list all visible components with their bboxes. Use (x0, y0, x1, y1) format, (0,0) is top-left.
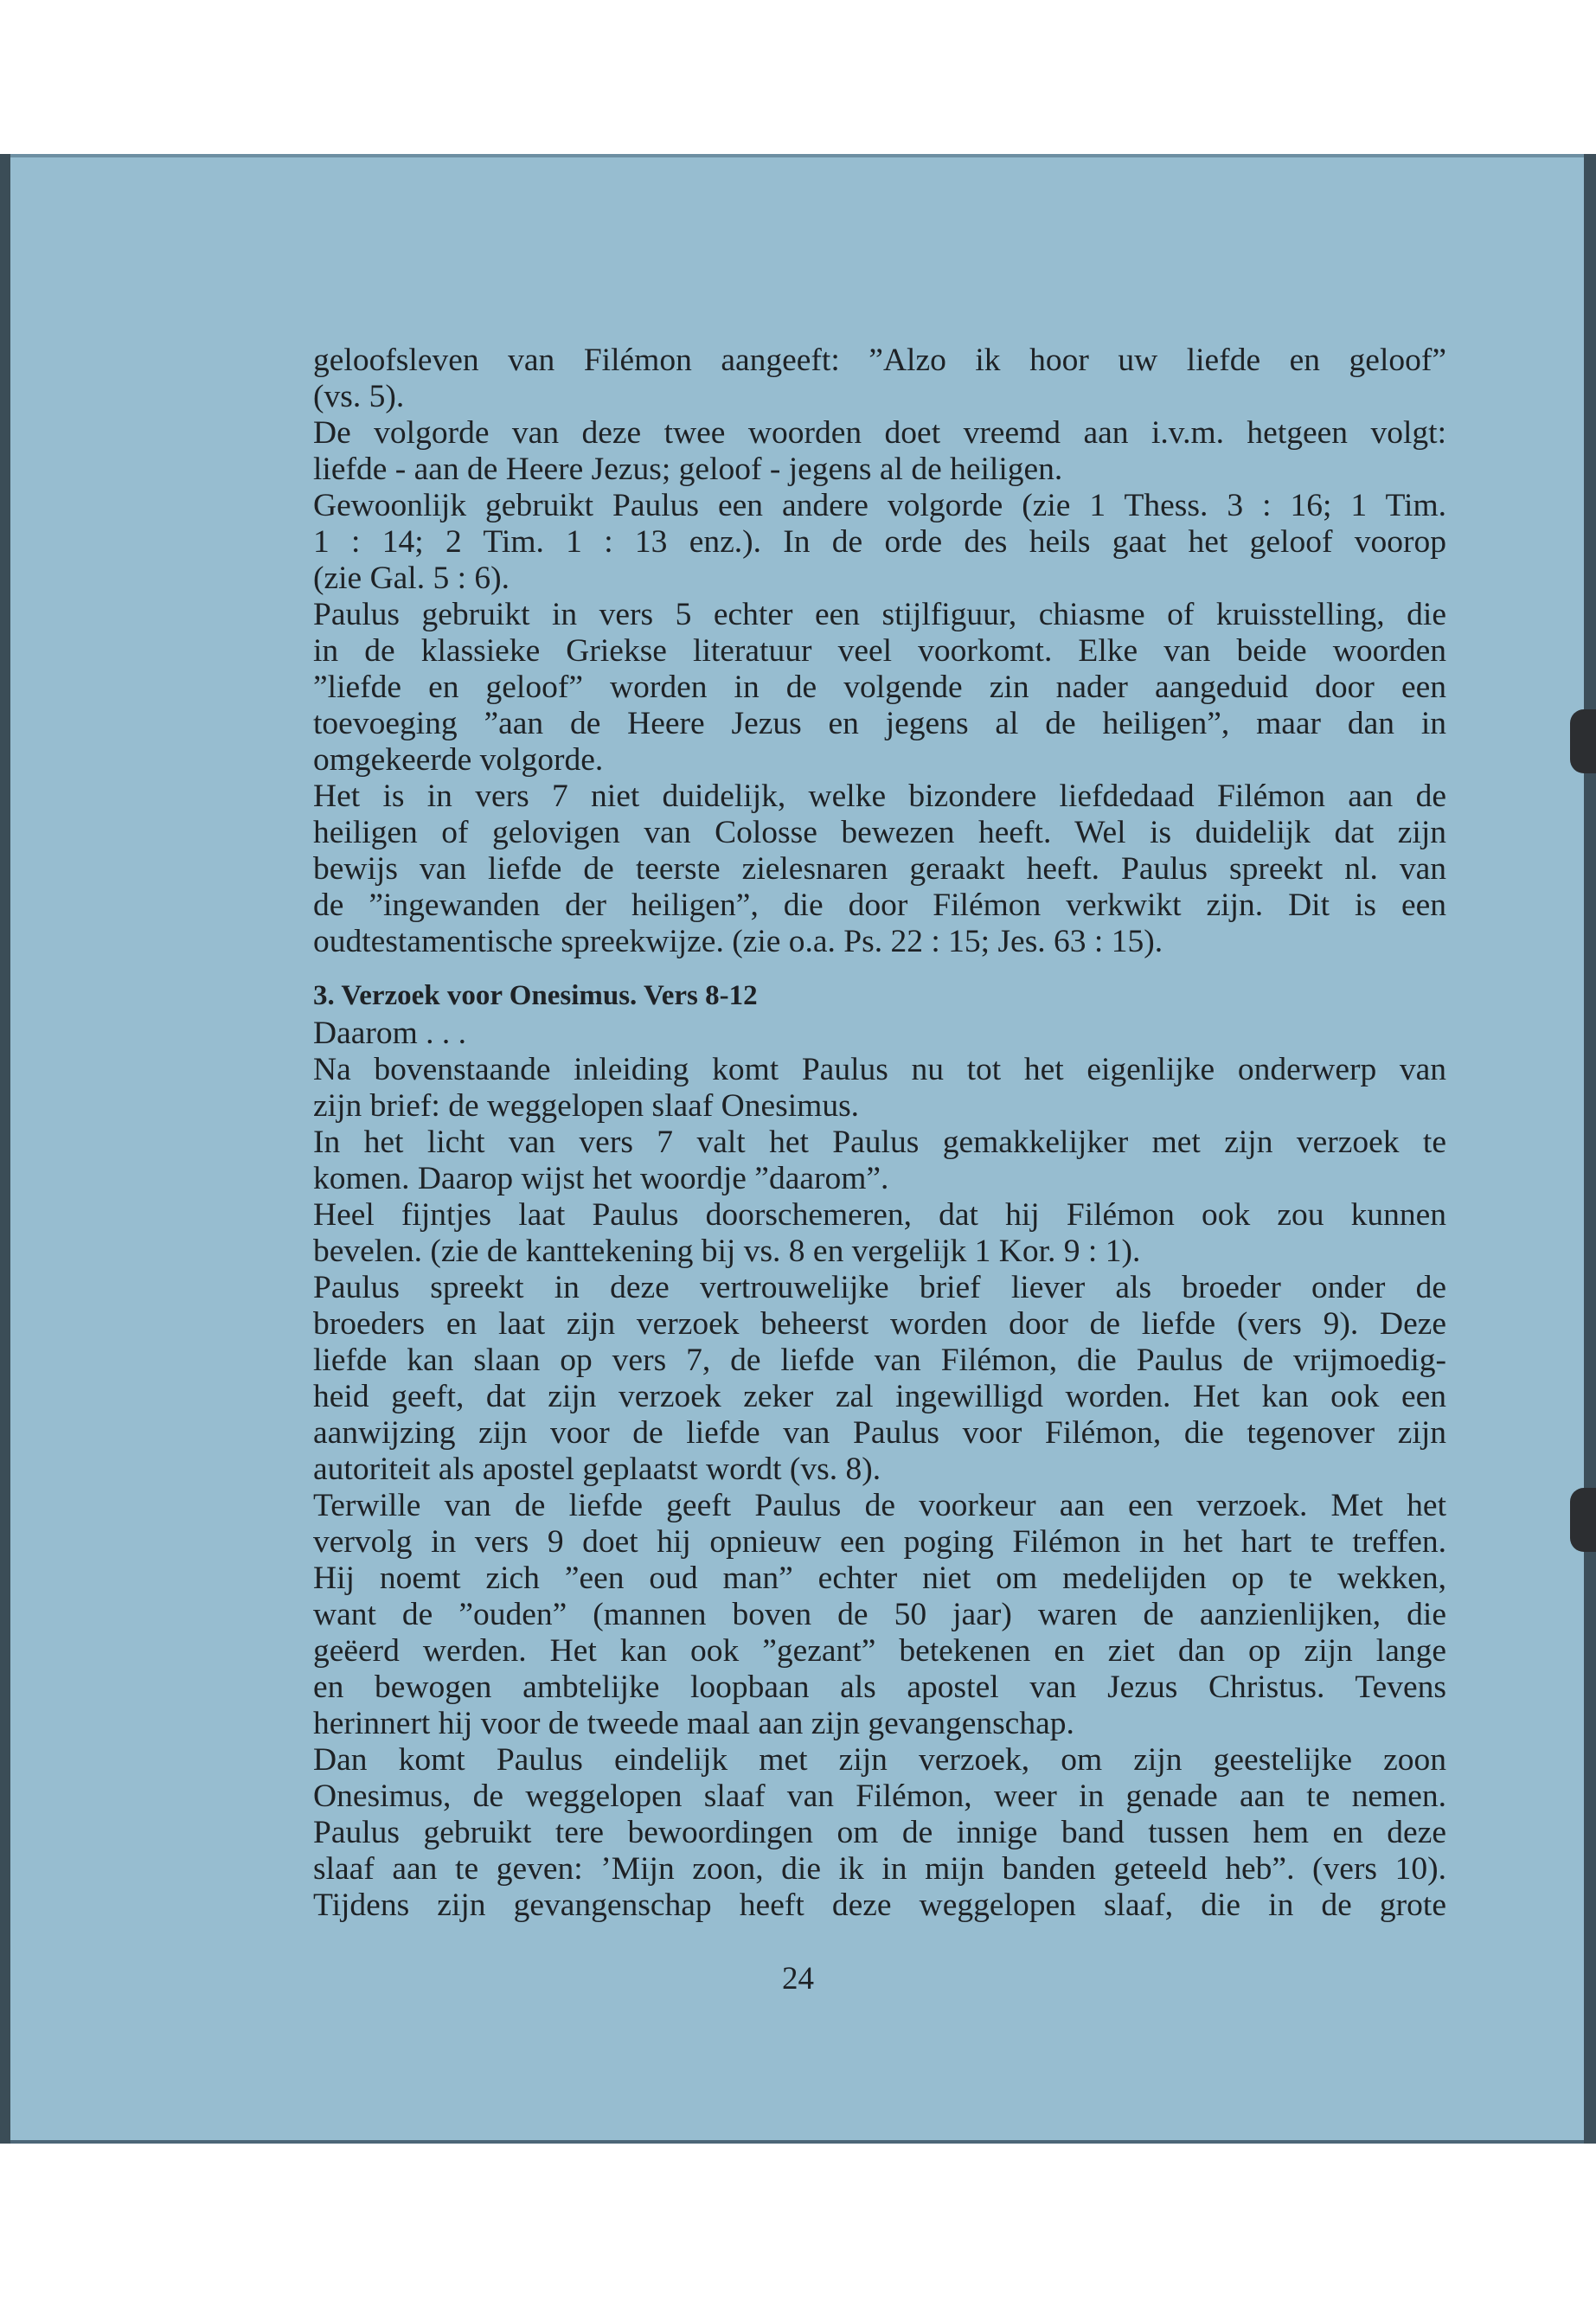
text-line: in de klassieke Griekse literatuur veel voorkomt. Elke van beide woorden (313, 633, 1446, 669)
text-line: herinnert hij voor de tweede maal aan zijn gevangenschap. (313, 1706, 1074, 1741)
paragraph (313, 415, 1446, 488)
paragraph (313, 488, 1446, 597)
text-line: oudtestamentische spreekwijze. (zie o.a. Ps. 22 : 15; Jes. 63 : 15). (313, 924, 1163, 959)
text-line: Onesimus, de weggelopen slaaf van Filémon, weer in genade aan te nemen. (313, 1779, 1446, 1814)
text-line: heid geeft, dat zijn verzoek zeker zal ingewilligd worden. Het kan ook een (313, 1379, 1446, 1414)
text-line: zijn brief: de weggelopen slaaf Onesimus. (313, 1088, 860, 1124)
paragraph (313, 1488, 1446, 1742)
top-paragraphs (313, 343, 1446, 960)
text-line: 1 : 14; 2 Tim. 1 : 13 enz.). In de orde des heils gaat het geloof voorop (313, 524, 1446, 560)
text-line: Dan komt Paulus eindelijk met zijn verzoek, om zijn geestelijke zoon (313, 1742, 1446, 1778)
text-line: De volgorde van deze twee woorden doet vreemd aan i.v.m. hetgeen volgt: (313, 415, 1446, 451)
right-binding-edge (1584, 154, 1596, 2144)
text-line: (vs. 5). (313, 379, 405, 414)
text-line: liefde - aan de Heere Jezus; geloof - jegens al de heiligen. (313, 452, 1063, 487)
text-line: vervolg in vers 9 doet hij opnieuw een poging Filémon in het hart te treffen. (313, 1524, 1446, 1560)
text-line: autoriteit als apostel geplaatst wordt (vs. 8). (313, 1452, 881, 1487)
text-line: en bewogen ambtelijke loopbaan als apostel van Jezus Christus. Tevens (313, 1670, 1446, 1705)
paragraph (313, 597, 1446, 779)
text-line: Daarom . . . (313, 1016, 467, 1051)
text-line: bewijs van liefde de teerste zielesnaren geraakt heeft. Paulus spreekt nl. van (313, 851, 1446, 887)
bottom-paragraphs (313, 1016, 1446, 1924)
left-binding-edge (0, 154, 10, 2144)
text-line: (zie Gal. 5 : 6). (313, 561, 510, 596)
paragraph (313, 1016, 1446, 1052)
text-line: ”liefde en geloof” worden in de volgende zin nader aangeduid door een (313, 670, 1446, 705)
text-line: want de ”ouden” (mannen boven de 50 jaar) waren de aanzienlijken, die (313, 1597, 1446, 1632)
paragraph (313, 343, 1446, 415)
text-line: komen. Daarop wijst het woordje ”daarom”. (313, 1161, 889, 1196)
text-line: omgekeerde volgorde. (313, 742, 604, 778)
text-line: Paulus gebruikt tere bewoordingen om de innige band tussen hem en deze (313, 1815, 1446, 1850)
text-line: Paulus gebruikt in vers 5 echter een stijlfiguur, chiasme of kruisstelling, die (313, 597, 1446, 632)
paragraph (313, 1742, 1446, 1924)
text-line: toevoeging ”aan de Heere Jezus en jegens al de heiligen”, maar dan in (313, 706, 1446, 741)
binder-hole-upper (1570, 709, 1596, 773)
text-line: liefde kan slaan op vers 7, de liefde van Filémon, die Paulus de vrijmoedig- (313, 1343, 1446, 1378)
text-line: In het licht van vers 7 valt het Paulus gemakkelijker met zijn verzoek te (313, 1125, 1446, 1160)
text-line: Heel fijntjes laat Paulus doorschemeren, dat hij Filémon ook zou kunnen (313, 1197, 1446, 1233)
text-line: aanwijzing zijn voor de liefde van Paulus voor Filémon, die tegenover zijn (313, 1415, 1446, 1451)
text-line: de ”ingewanden der heiligen”, die door Filémon verkwikt zijn. Dit is een (313, 888, 1446, 923)
paragraph (313, 1270, 1446, 1488)
text-line: Na bovenstaande inleiding komt Paulus nu tot het eigenlijke onderwerp van (313, 1052, 1446, 1087)
page-number: 24 (782, 1961, 814, 1997)
body-text (313, 343, 1446, 1924)
binder-hole-lower (1570, 1488, 1596, 1552)
text-line: Het is in vers 7 niet duidelijk, welke bizondere liefdedaad Filémon aan de (313, 779, 1446, 814)
text-line: Paulus spreekt in deze vertrouwelijke brief liever als broeder onder de (313, 1270, 1446, 1305)
text-line: Terwille van de liefde geeft Paulus de voorkeur aan een verzoek. Met het (313, 1488, 1446, 1523)
paragraph (313, 1197, 1446, 1270)
text-line: heiligen of gelovigen van Colosse bewezen heeft. Wel is duidelijk dat zijn (313, 815, 1446, 850)
paragraph (313, 779, 1446, 960)
text-line: geloofsleven van Filémon aangeeft: ”Alzo ik hoor uw liefde en geloof” (313, 343, 1446, 378)
text-line: Hij noemt zich ”een oud man” echter niet om medelijden op te wekken, (313, 1561, 1446, 1596)
text-line: Tijdens zijn gevangenschap heeft deze weggelopen slaaf, die in de grote (313, 1888, 1446, 1923)
text-line: broeders en laat zijn verzoek beheerst worden door de liefde (vers 9). Deze (313, 1306, 1446, 1342)
text-line: geëerd werden. Het kan ook ”gezant” betekenen en ziet dan op zijn lange (313, 1633, 1446, 1669)
paragraph (313, 1125, 1446, 1197)
text-line: Gewoonlijk gebruikt Paulus een andere volgorde (zie 1 Thess. 3 : 16; 1 Tim. (313, 488, 1446, 523)
section-heading: 3. Verzoek voor Onesimus. Vers 8-12 (313, 980, 758, 1011)
text-line: bevelen. (zie de kanttekening bij vs. 8 en vergelijk 1 Kor. 9 : 1). (313, 1234, 1141, 1269)
text-line: slaaf aan te geven: ’Mijn zoon, die ik in mijn banden geteeld heb”. (vers 10). (313, 1851, 1446, 1887)
paragraph (313, 1052, 1446, 1125)
